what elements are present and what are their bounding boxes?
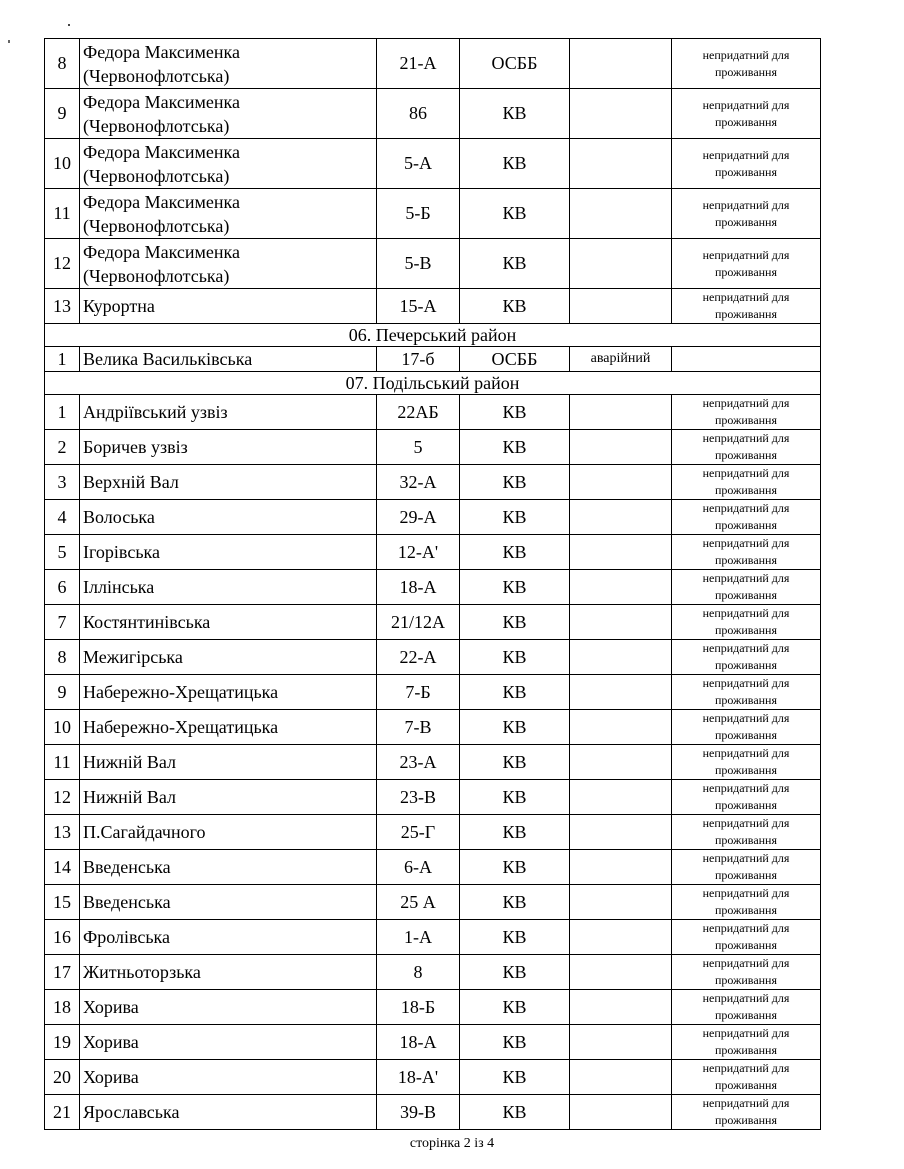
technical-state <box>570 745 672 780</box>
row-number: 10 <box>45 710 80 745</box>
condition-note-line: проживання <box>714 1113 778 1127</box>
street-name <box>80 885 377 920</box>
condition-note-line: непридатний для <box>702 431 790 445</box>
condition-note-line: непридатний для <box>702 886 790 900</box>
technical-state <box>570 1025 672 1060</box>
row-number: 12 <box>45 239 80 289</box>
technical-state <box>570 955 672 990</box>
house-number: 21/12А <box>377 605 460 640</box>
street-name-line: Ігорівська <box>83 542 160 562</box>
scan-speck <box>68 24 70 26</box>
row-number: 9 <box>45 675 80 710</box>
street-name-line: Фролівська <box>83 927 171 947</box>
row-number: 17 <box>45 955 80 990</box>
house-number: 15-А <box>377 289 460 324</box>
housing-register-table <box>44 38 821 1130</box>
condition-note <box>672 89 821 139</box>
condition-note-line: непридатний для <box>702 816 790 830</box>
management-type: КВ <box>460 89 570 139</box>
row-number: 12 <box>45 780 80 815</box>
technical-state <box>570 239 672 289</box>
house-number: 18-А' <box>377 1060 460 1095</box>
house-number: 7-В <box>377 710 460 745</box>
row-number: 15 <box>45 885 80 920</box>
street-name-line: Федора Максименка <box>83 41 241 62</box>
table-row <box>45 39 821 89</box>
management-type: КВ <box>460 535 570 570</box>
street-name <box>80 570 377 605</box>
management-type: КВ <box>460 500 570 535</box>
condition-note <box>672 780 821 815</box>
street-name <box>80 465 377 500</box>
street-name <box>80 640 377 675</box>
street-name-line: (Червонофлотська) <box>83 165 230 186</box>
table-section-podil-rows <box>45 395 821 1130</box>
condition-note-line: непридатний для <box>702 97 790 112</box>
table-row <box>45 605 821 640</box>
house-number: 23-В <box>377 780 460 815</box>
table-row <box>45 500 821 535</box>
management-type: КВ <box>460 289 570 324</box>
street-name <box>80 850 377 885</box>
table-row <box>45 570 821 605</box>
row-number: 20 <box>45 1060 80 1095</box>
street-name <box>80 1025 377 1060</box>
technical-state: аварійний <box>570 347 672 372</box>
condition-note-line: проживання <box>714 483 778 497</box>
condition-note-line: непридатний для <box>702 147 790 162</box>
condition-note-line: непридатний для <box>702 501 790 515</box>
condition-note-line: проживання <box>714 763 778 777</box>
condition-note <box>672 239 821 289</box>
street-name <box>80 347 377 372</box>
condition-note-line: непридатний для <box>702 676 790 690</box>
condition-note-line: непридатний для <box>702 1026 790 1040</box>
condition-note-line: непридатний для <box>702 197 790 212</box>
table-row <box>45 430 821 465</box>
condition-note-line: непридатний для <box>702 466 790 480</box>
management-type: КВ <box>460 780 570 815</box>
technical-state <box>570 139 672 189</box>
house-number: 5-А <box>377 139 460 189</box>
street-name <box>80 189 377 239</box>
condition-note <box>672 535 821 570</box>
condition-note <box>672 347 821 372</box>
condition-note-line: непридатний для <box>702 247 790 262</box>
management-type: КВ <box>460 395 570 430</box>
street-name <box>80 39 377 89</box>
management-type: КВ <box>460 189 570 239</box>
table-section-podil <box>45 372 821 395</box>
page-number: сторінка 2 із 4 <box>409 1136 495 1151</box>
condition-note <box>672 605 821 640</box>
street-name <box>80 430 377 465</box>
table-row <box>45 535 821 570</box>
table-row <box>45 780 821 815</box>
technical-state <box>570 920 672 955</box>
condition-note-line: проживання <box>714 798 778 812</box>
house-number: 5-В <box>377 239 460 289</box>
condition-note-line: непридатний для <box>702 606 790 620</box>
management-type: КВ <box>460 640 570 675</box>
technical-state <box>570 1095 672 1130</box>
house-number: 7-Б <box>377 675 460 710</box>
technical-state <box>570 570 672 605</box>
condition-note-line: проживання <box>714 214 778 229</box>
technical-state <box>570 990 672 1025</box>
technical-state <box>570 710 672 745</box>
table-row <box>45 920 821 955</box>
technical-state <box>570 640 672 675</box>
condition-note-line: проживання <box>714 973 778 987</box>
table-row <box>45 1095 821 1130</box>
street-name-line: (Червонофлотська) <box>83 215 230 236</box>
technical-state <box>570 39 672 89</box>
condition-note-line: непридатний для <box>702 1096 790 1110</box>
technical-state <box>570 89 672 139</box>
management-type: КВ <box>460 885 570 920</box>
row-number: 21 <box>45 1095 80 1130</box>
street-name-line: Набережно-Хрещатицька <box>83 717 279 737</box>
scan-speck <box>8 40 10 43</box>
technical-state <box>570 780 672 815</box>
street-name-line: Введенська <box>83 892 171 912</box>
table-section-pechersk-rows <box>45 347 821 372</box>
table-row <box>45 239 821 289</box>
condition-note <box>672 1025 821 1060</box>
condition-note-line: проживання <box>714 164 778 179</box>
row-number: 7 <box>45 605 80 640</box>
house-number: 21-А <box>377 39 460 89</box>
management-type: КВ <box>460 430 570 465</box>
technical-state <box>570 500 672 535</box>
row-number: 10 <box>45 139 80 189</box>
row-number: 18 <box>45 990 80 1025</box>
street-name-line: П.Сагайдачного <box>83 822 206 842</box>
row-number: 8 <box>45 39 80 89</box>
row-number: 4 <box>45 500 80 535</box>
street-name-line: Нижній Вал <box>83 787 176 807</box>
street-name-line: Боричев узвіз <box>83 437 188 457</box>
table-row <box>45 675 821 710</box>
street-name <box>80 990 377 1025</box>
condition-note-line: непридатний для <box>702 571 790 585</box>
condition-note-line: проживання <box>714 833 778 847</box>
house-number: 12-А' <box>377 535 460 570</box>
table-row <box>45 289 821 324</box>
condition-note <box>672 990 821 1025</box>
house-number: 5-Б <box>377 189 460 239</box>
house-number: 86 <box>377 89 460 139</box>
table-row <box>45 1025 821 1060</box>
condition-note-line: непридатний для <box>702 290 790 304</box>
table-row <box>45 710 821 745</box>
table-row <box>45 885 821 920</box>
table-row <box>45 1060 821 1095</box>
management-type: КВ <box>460 990 570 1025</box>
condition-note <box>672 1095 821 1130</box>
management-type: ОСББ <box>460 39 570 89</box>
house-number: 17-б <box>377 347 460 372</box>
table-section-previous-district <box>45 39 821 324</box>
street-name-line: (Червонофлотська) <box>83 115 230 136</box>
house-number: 32-А <box>377 465 460 500</box>
technical-state <box>570 430 672 465</box>
street-name <box>80 710 377 745</box>
row-number: 11 <box>45 189 80 239</box>
street-name <box>80 815 377 850</box>
management-type: КВ <box>460 955 570 990</box>
management-type: КВ <box>460 139 570 189</box>
condition-note <box>672 395 821 430</box>
management-type: КВ <box>460 239 570 289</box>
table-row <box>45 815 821 850</box>
house-number: 29-А <box>377 500 460 535</box>
condition-note-line: проживання <box>714 64 778 79</box>
table-row <box>45 640 821 675</box>
street-name-line: Ярославська <box>83 1102 180 1122</box>
condition-note <box>672 139 821 189</box>
house-number: 23-А <box>377 745 460 780</box>
technical-state <box>570 395 672 430</box>
row-number: 5 <box>45 535 80 570</box>
condition-note <box>672 430 821 465</box>
management-type: КВ <box>460 1095 570 1130</box>
technical-state <box>570 815 672 850</box>
management-type: КВ <box>460 745 570 780</box>
street-name-line: Введенська <box>83 857 171 877</box>
condition-note-line: непридатний для <box>702 991 790 1005</box>
technical-state <box>570 289 672 324</box>
street-name-line: Хорива <box>83 1067 139 1087</box>
table-row <box>45 395 821 430</box>
street-name-line: Андріївський узвіз <box>83 402 228 422</box>
condition-note-line: непридатний для <box>702 396 790 410</box>
condition-note-line: проживання <box>714 693 778 707</box>
table-row <box>45 955 821 990</box>
street-name-line: Федора Максименка <box>83 141 241 162</box>
condition-note <box>672 640 821 675</box>
row-number: 19 <box>45 1025 80 1060</box>
street-name-line: Хорива <box>83 997 139 1017</box>
table-row <box>45 990 821 1025</box>
house-number: 6-А <box>377 850 460 885</box>
row-number: 1 <box>45 347 80 372</box>
table-row <box>45 465 821 500</box>
street-name-line: Житньоторзька <box>83 962 201 982</box>
condition-note-line: проживання <box>714 1078 778 1092</box>
street-name <box>80 500 377 535</box>
street-name <box>80 535 377 570</box>
street-name-line: Верхній Вал <box>83 472 179 492</box>
condition-note-line: проживання <box>714 413 778 427</box>
street-name <box>80 239 377 289</box>
technical-state <box>570 189 672 239</box>
condition-note <box>672 1060 821 1095</box>
management-type: КВ <box>460 675 570 710</box>
house-number: 1-А <box>377 920 460 955</box>
condition-note-line: проживання <box>714 553 778 567</box>
street-name <box>80 1060 377 1095</box>
house-number: 25 А <box>377 885 460 920</box>
management-type: КВ <box>460 710 570 745</box>
street-name-line: Набережно-Хрещатицька <box>83 682 279 702</box>
condition-note <box>672 955 821 990</box>
management-type: КВ <box>460 570 570 605</box>
condition-note <box>672 815 821 850</box>
table-row <box>45 139 821 189</box>
condition-note-line: проживання <box>714 938 778 952</box>
condition-note-line: проживання <box>714 588 778 602</box>
technical-state <box>570 675 672 710</box>
street-name-line: Костянтинівська <box>83 612 211 632</box>
row-number: 2 <box>45 430 80 465</box>
condition-note <box>672 189 821 239</box>
street-name-line: Нижній Вал <box>83 752 176 772</box>
management-type: КВ <box>460 465 570 500</box>
row-number: 14 <box>45 850 80 885</box>
technical-state <box>570 1060 672 1095</box>
house-number: 18-А <box>377 1025 460 1060</box>
management-type: КВ <box>460 605 570 640</box>
district-heading-pechersk: 06. Печерський район <box>45 324 821 347</box>
street-name-line: Велика Васильківська <box>83 349 253 369</box>
condition-note-line: непридатний для <box>702 921 790 935</box>
street-name <box>80 955 377 990</box>
condition-note-line: проживання <box>714 728 778 742</box>
street-name <box>80 289 377 324</box>
house-number: 18-Б <box>377 990 460 1025</box>
condition-note <box>672 289 821 324</box>
street-name-line: Хорива <box>83 1032 139 1052</box>
condition-note-line: непридатний для <box>702 711 790 725</box>
condition-note <box>672 710 821 745</box>
condition-note <box>672 39 821 89</box>
table-row <box>45 347 821 372</box>
house-number: 18-А <box>377 570 460 605</box>
condition-note-line: непридатний для <box>702 641 790 655</box>
street-name-line: (Червонофлотська) <box>83 265 230 286</box>
management-type: КВ <box>460 1060 570 1095</box>
street-name <box>80 1095 377 1130</box>
condition-note-line: проживання <box>714 658 778 672</box>
condition-note-line: непридатний для <box>702 851 790 865</box>
street-name <box>80 745 377 780</box>
row-number: 13 <box>45 815 80 850</box>
condition-note-line: непридатний для <box>702 1061 790 1075</box>
management-type: КВ <box>460 920 570 955</box>
street-name <box>80 920 377 955</box>
technical-state <box>570 605 672 640</box>
district-heading-podil: 07. Подільський район <box>45 372 821 395</box>
condition-note <box>672 675 821 710</box>
condition-note-line: проживання <box>714 868 778 882</box>
management-type: КВ <box>460 815 570 850</box>
condition-note-line: проживання <box>714 264 778 279</box>
street-name-line: Волоська <box>83 507 155 527</box>
condition-note <box>672 465 821 500</box>
row-number: 11 <box>45 745 80 780</box>
condition-note-line: проживання <box>714 114 778 129</box>
street-name-line: Іллінська <box>83 577 155 597</box>
house-number: 5 <box>377 430 460 465</box>
house-number: 39-В <box>377 1095 460 1130</box>
condition-note-line: проживання <box>714 307 778 321</box>
row-number: 9 <box>45 89 80 139</box>
management-type: ОСББ <box>460 347 570 372</box>
condition-note-line: проживання <box>714 518 778 532</box>
condition-note-line: проживання <box>714 448 778 462</box>
row-number: 6 <box>45 570 80 605</box>
street-name <box>80 780 377 815</box>
condition-note <box>672 920 821 955</box>
street-name <box>80 675 377 710</box>
condition-note-line: проживання <box>714 903 778 917</box>
street-name-line: Федора Максименка <box>83 241 241 262</box>
condition-note-line: проживання <box>714 1043 778 1057</box>
house-number: 22-А <box>377 640 460 675</box>
condition-note <box>672 745 821 780</box>
technical-state <box>570 535 672 570</box>
condition-note-line: непридатний для <box>702 956 790 970</box>
table-row <box>45 189 821 239</box>
table-row <box>45 745 821 780</box>
condition-note <box>672 850 821 885</box>
condition-note-line: проживання <box>714 623 778 637</box>
row-number: 16 <box>45 920 80 955</box>
management-type: КВ <box>460 1025 570 1060</box>
row-number: 3 <box>45 465 80 500</box>
table-row <box>45 89 821 139</box>
house-number: 22АБ <box>377 395 460 430</box>
condition-note <box>672 885 821 920</box>
street-name-line: (Червонофлотська) <box>83 65 230 86</box>
row-number: 1 <box>45 395 80 430</box>
street-name-line: Федора Максименка <box>83 91 241 112</box>
street-name <box>80 139 377 189</box>
street-name <box>80 605 377 640</box>
house-number: 8 <box>377 955 460 990</box>
condition-note-line: непридатний для <box>702 746 790 760</box>
management-type: КВ <box>460 850 570 885</box>
row-number: 8 <box>45 640 80 675</box>
condition-note <box>672 570 821 605</box>
technical-state <box>570 885 672 920</box>
condition-note-line: проживання <box>714 1008 778 1022</box>
condition-note-line: непридатний для <box>702 536 790 550</box>
street-name-line: Курортна <box>83 296 155 316</box>
street-name-line: Федора Максименка <box>83 191 241 212</box>
condition-note-line: непридатний для <box>702 781 790 795</box>
condition-note-line: непридатний для <box>702 47 790 62</box>
table-row <box>45 850 821 885</box>
technical-state <box>570 850 672 885</box>
street-name <box>80 395 377 430</box>
street-name <box>80 89 377 139</box>
technical-state <box>570 465 672 500</box>
street-name-line: Межигірська <box>83 647 183 667</box>
table-section-pechersk <box>45 324 821 347</box>
condition-note <box>672 500 821 535</box>
house-number: 25-Г <box>377 815 460 850</box>
row-number: 13 <box>45 289 80 324</box>
